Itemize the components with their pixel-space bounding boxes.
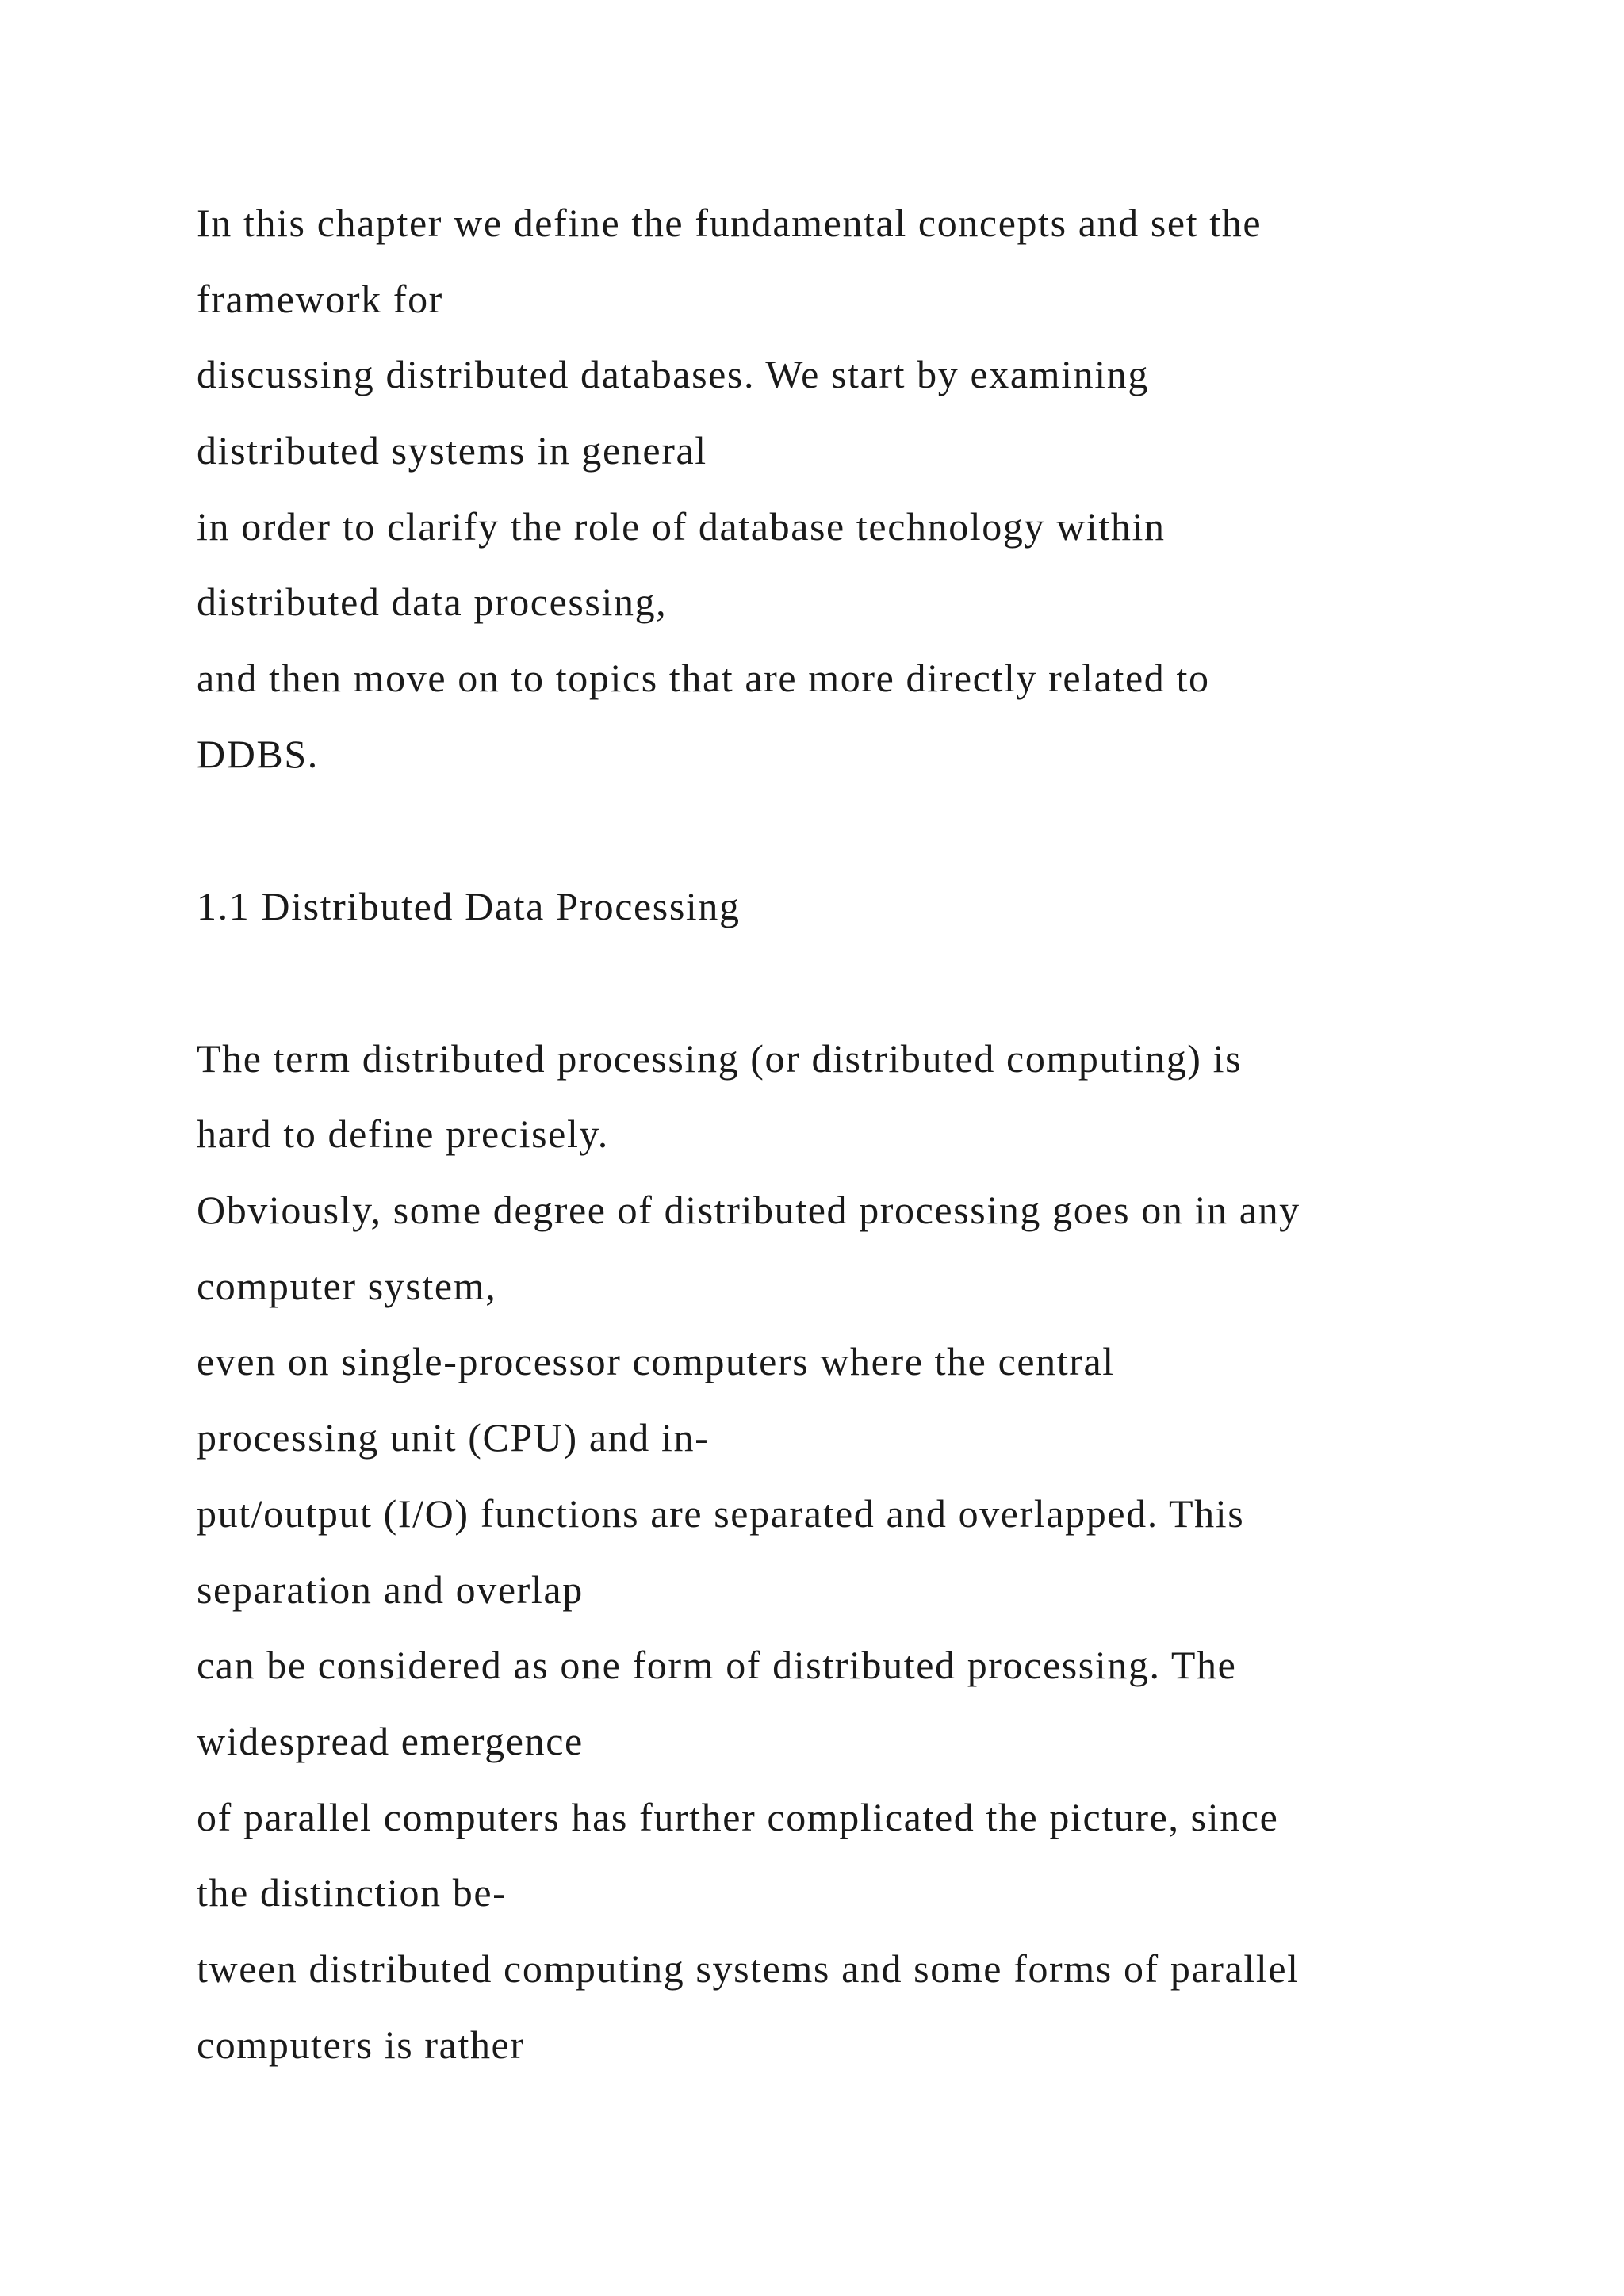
intro-line-3: discussing distributed databases. We start by examining [197,352,1149,396]
body-line-3: Obviously, some degree of distributed processing goes on in any [197,1188,1300,1232]
intro-line-8: DDBS. [197,732,319,776]
body-line-7: put/output (I/O) functions are separated and overlapped. This [197,1491,1245,1536]
body-line-9: can be considered as one form of distributed processing. The [197,1643,1237,1687]
body-line-10: widespread emergence [197,1719,584,1763]
body-line-8: separation and overlap [197,1567,584,1612]
section-heading: 1.1 Distributed Data Processing [197,884,741,928]
body-line-12: the distinction be- [197,1870,508,1915]
body-line-6: processing unit (CPU) and in- [197,1415,710,1460]
body-line-13: tween distributed computing systems and some forms of parallel [197,1946,1300,1991]
body-line-11: of parallel computers has further complicated the picture, since [197,1795,1279,1839]
intro-line-1: In this chapter we define the fundamental concepts and set the [197,201,1262,245]
intro-line-4: distributed systems in general [197,428,707,473]
body-line-5: even on single-processor computers where the central [197,1339,1115,1383]
intro-line-7: and then move on to topics that are more directly related to [197,656,1210,700]
intro-line-6: distributed data processing, [197,580,668,624]
body-line-4: computer system, [197,1264,497,1308]
intro-line-5: in order to clarify the role of database technology within [197,504,1166,549]
body-line-14: computers is rather [197,2022,525,2067]
body-line-2: hard to define precisely. [197,1112,609,1156]
intro-line-2: framework for [197,277,443,321]
body-line-1: The term distributed processing (or distributed computing) is [197,1036,1243,1081]
